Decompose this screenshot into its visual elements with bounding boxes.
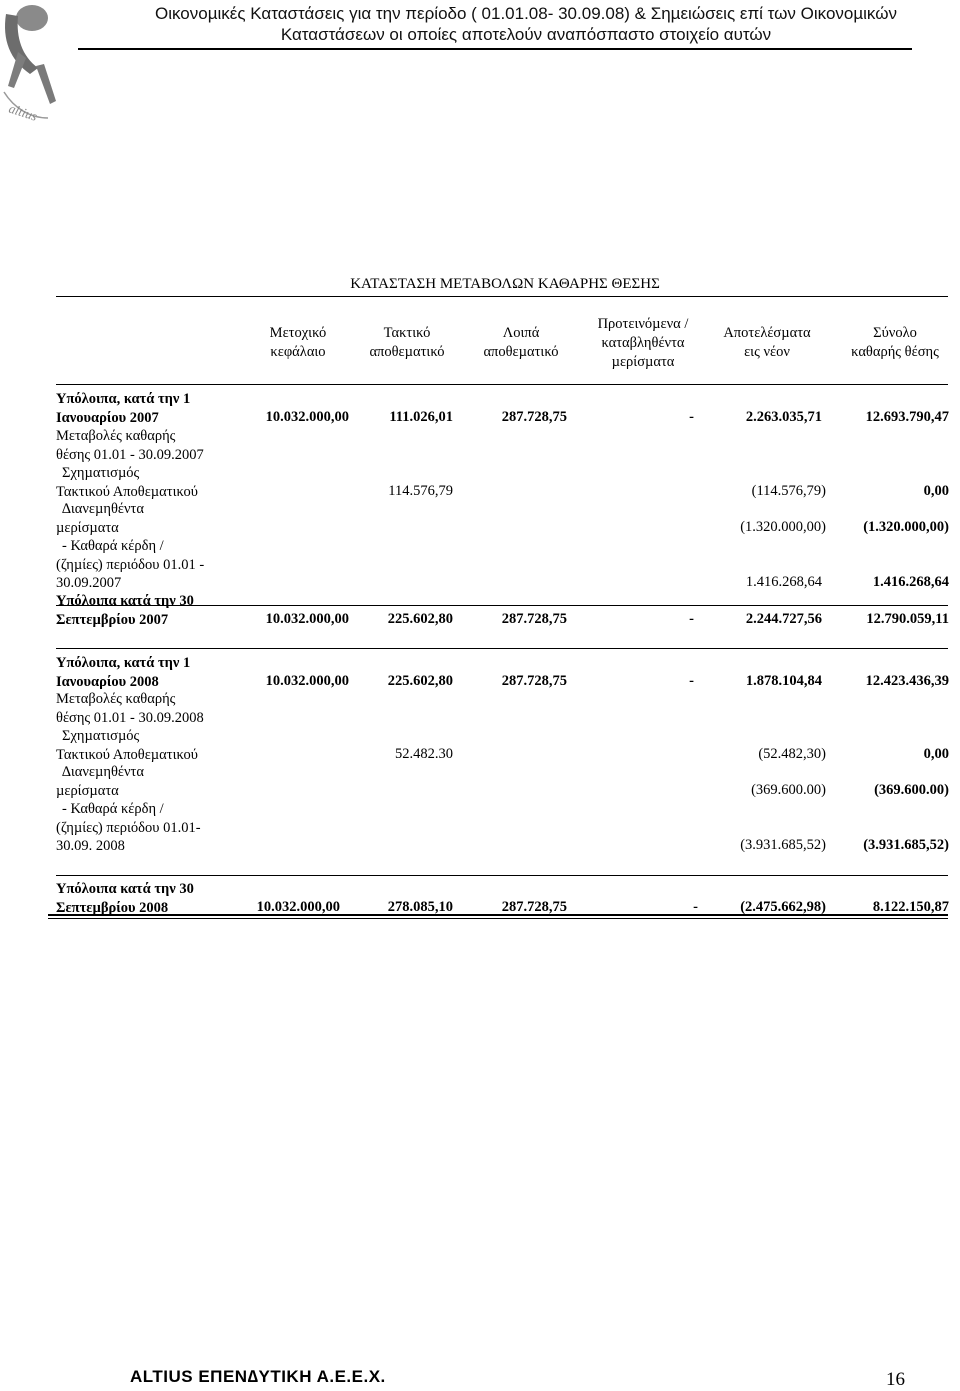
cell-total-equity: (1.320.000,00) xyxy=(863,519,949,535)
row-label-line: θέσης 01.01 - 30.09.2008 xyxy=(56,709,204,726)
cell-statutory-reserve: 278.085,10 xyxy=(387,899,453,915)
subtotal-divider-2008 xyxy=(56,875,948,876)
row-label-line: Ιανουαρίου 2007 xyxy=(56,409,159,426)
row-label-line: Υπόλοιπα κατά την 30 xyxy=(56,593,194,609)
closing-double-rule-bottom xyxy=(48,918,948,919)
cell-total-equity: 12.423.436,39 xyxy=(865,673,949,689)
column-header-line: καταβληθέντα xyxy=(601,335,685,351)
row-label-dividends-2008 xyxy=(56,763,234,800)
row-label-line: Υπόλοιπα κατά την 30 xyxy=(56,881,194,897)
cell-total-equity: 0,00 xyxy=(923,483,949,499)
cell-retained-earnings: (52.482,30) xyxy=(758,746,826,762)
column-header-line: Μετοχικό xyxy=(269,325,327,341)
page-header xyxy=(0,0,960,124)
column-header-line: Σύνολο xyxy=(873,325,917,341)
row-label-net-profit-2008 xyxy=(56,800,234,856)
column-header-line: Λοιπά xyxy=(502,325,540,341)
column-header-retained-earnings xyxy=(708,324,826,362)
cell-share-capital: 10.032.000,00 xyxy=(265,409,349,425)
cell-dividends: - xyxy=(689,409,694,425)
row-label-line: - Καθαρά κέρδη / xyxy=(62,801,164,817)
cell-retained-earnings: 2.244.727,56 xyxy=(745,611,822,627)
cell-retained-earnings: (2.475.662,98) xyxy=(740,899,826,915)
column-header-statutory-reserve xyxy=(352,324,462,362)
cell-total-equity: (369.600.00) xyxy=(874,782,949,798)
cell-share-capital: 10.032.000,00 xyxy=(265,611,349,627)
altius-logo xyxy=(0,0,60,130)
column-header-proposed-dividends xyxy=(580,315,706,372)
row-label-dividends-2007 xyxy=(56,500,234,537)
row-label-line: - Καθαρά κέρδη / xyxy=(62,538,164,554)
cell-dividends: - xyxy=(689,611,694,627)
cell-retained-earnings: (3.931.685,52) xyxy=(740,837,826,853)
cell-retained-earnings: 1.878.104,84 xyxy=(745,673,822,689)
cell-retained-earnings: 1.416.268,64 xyxy=(745,574,822,590)
column-header-line: καθαρής θέσης xyxy=(851,344,939,360)
page-number: 16 xyxy=(886,1369,905,1390)
cell-other-reserves: 287.728,75 xyxy=(501,409,567,425)
row-label-line: µερίσµατα xyxy=(56,782,119,799)
row-label-line: Μεταβολές καθαρής xyxy=(56,428,176,444)
document-title-line-1: Οικονοµικές Καταστάσεις για την περίοδο ( 01.01.08- 30.09.08) & Σηµειώσεις επί των Οικονοµικών xyxy=(155,4,897,23)
cell-retained-earnings: (114.576,79) xyxy=(751,483,826,499)
row-label-line: Τακτικού Αποθεµατικού xyxy=(56,746,198,763)
column-header-line: µερίσµατα xyxy=(611,354,675,370)
row-label-line: Σχηµατισµός xyxy=(62,465,140,481)
row-label-line: ∆ιανεµηθέντα xyxy=(62,501,144,517)
row-label-opening-2007 xyxy=(56,390,234,427)
section-divider-2008 xyxy=(56,648,948,649)
cell-total-equity: (3.931.685,52) xyxy=(863,837,949,853)
cell-dividends: - xyxy=(689,673,694,689)
cell-other-reserves: 287.728,75 xyxy=(501,611,567,627)
document-title xyxy=(96,3,956,45)
column-header-share-capital xyxy=(246,324,350,362)
row-label-closing-2007 xyxy=(56,592,234,629)
row-label-line: (ζηµίες) περιόδου 01.01 - xyxy=(56,556,205,573)
column-header-line: αποθεµατικό xyxy=(369,344,445,360)
row-label-net-profit-2007 xyxy=(56,537,234,593)
row-label-line: ∆ιανεµηθέντα xyxy=(62,764,144,780)
row-label-line: θέσης 01.01 - 30.09.2007 xyxy=(56,446,204,463)
row-label-changes-2007 xyxy=(56,427,234,464)
header-bottom-divider xyxy=(56,384,948,385)
cell-statutory-reserve: 225.602,80 xyxy=(387,673,453,689)
row-label-line: Σεπτεµβρίου 2007 xyxy=(56,611,169,628)
row-label-line: Ιανουαρίου 2008 xyxy=(56,673,159,690)
cell-other-reserves: 287.728,75 xyxy=(501,673,567,689)
cell-total-equity: 12.693.790,47 xyxy=(865,409,949,425)
cell-retained-earnings: 2.263.035,71 xyxy=(745,409,822,425)
cell-share-capital: 10.032.000,00 xyxy=(256,899,340,915)
cell-total-equity: 12.790.059,11 xyxy=(866,611,949,627)
cell-retained-earnings: (369.600.00) xyxy=(751,782,826,798)
row-label-reserve-formation-2008 xyxy=(56,727,234,764)
row-label-line: Τακτικού Αποθεµατικού xyxy=(56,483,198,500)
row-label-closing-2008 xyxy=(56,880,234,917)
cell-total-equity: 8.122.150,87 xyxy=(872,899,949,915)
row-label-line: 30.09.2007 xyxy=(56,575,122,591)
row-label-line: Υπόλοιπα, κατά την 1 xyxy=(56,655,191,671)
logo-text: altius xyxy=(7,100,40,124)
column-header-other-reserves xyxy=(466,324,576,362)
cell-retained-earnings: (1.320.000,00) xyxy=(740,519,826,535)
column-header-line: αποθεµατικό xyxy=(483,344,559,360)
document-title-line-2: Καταστάσεων οι οποίες αποτελούν αναπόσπαστο στοιχείο αυτών xyxy=(280,25,772,44)
row-label-reserve-formation-2007 xyxy=(56,464,234,501)
row-label-line: µερίσµατα xyxy=(56,519,119,536)
column-header-line: Προτεινόµενα / xyxy=(597,316,689,332)
cell-statutory-reserve: 52.482.30 xyxy=(395,746,453,762)
row-label-line: Υπόλοιπα, κατά την 1 xyxy=(56,391,191,407)
statement-title: ΚΑΤΑΣΤΑΣΗ ΜΕΤΑΒΟΛΩΝ ΚΑΘΑΡΗΣ ΘΕΣΗΣ xyxy=(350,276,660,292)
cell-share-capital: 10.032.000,00 xyxy=(265,673,349,689)
row-label-line: (ζηµίες) περιόδου 01.01- xyxy=(56,819,201,836)
cell-other-reserves: 287.728,75 xyxy=(501,899,567,915)
header-divider xyxy=(78,48,912,50)
cell-dividends: - xyxy=(693,899,698,915)
cell-statutory-reserve: 225.602,80 xyxy=(387,611,453,627)
row-label-line: Μεταβολές καθαρής xyxy=(56,691,176,707)
row-label-line: Σχηµατισµός xyxy=(62,728,140,744)
column-header-line: εις νέον xyxy=(744,344,790,360)
title-divider xyxy=(56,296,948,297)
cell-total-equity: 1.416.268,64 xyxy=(872,574,949,590)
footer-company-name: ALTIUS ΕΠΕΝ∆ΥΤΙΚΗ Α.Ε.Ε.Χ. xyxy=(130,1367,386,1386)
cell-statutory-reserve: 114.576,79 xyxy=(388,483,453,499)
column-header-line: κεφάλαιο xyxy=(270,344,326,360)
cell-total-equity: 0,00 xyxy=(923,746,949,762)
column-header-line: Τακτικό xyxy=(383,325,431,341)
row-label-opening-2008 xyxy=(56,654,234,691)
cell-statutory-reserve: 111.026,01 xyxy=(389,409,453,425)
column-header-total-equity xyxy=(832,324,958,362)
row-label-line: 30.09. 2008 xyxy=(56,838,125,854)
row-label-line: Σεπτεµβρίου 2008 xyxy=(56,899,169,916)
row-label-changes-2008 xyxy=(56,690,234,727)
column-header-line: Αποτελέσµατα xyxy=(723,325,811,341)
